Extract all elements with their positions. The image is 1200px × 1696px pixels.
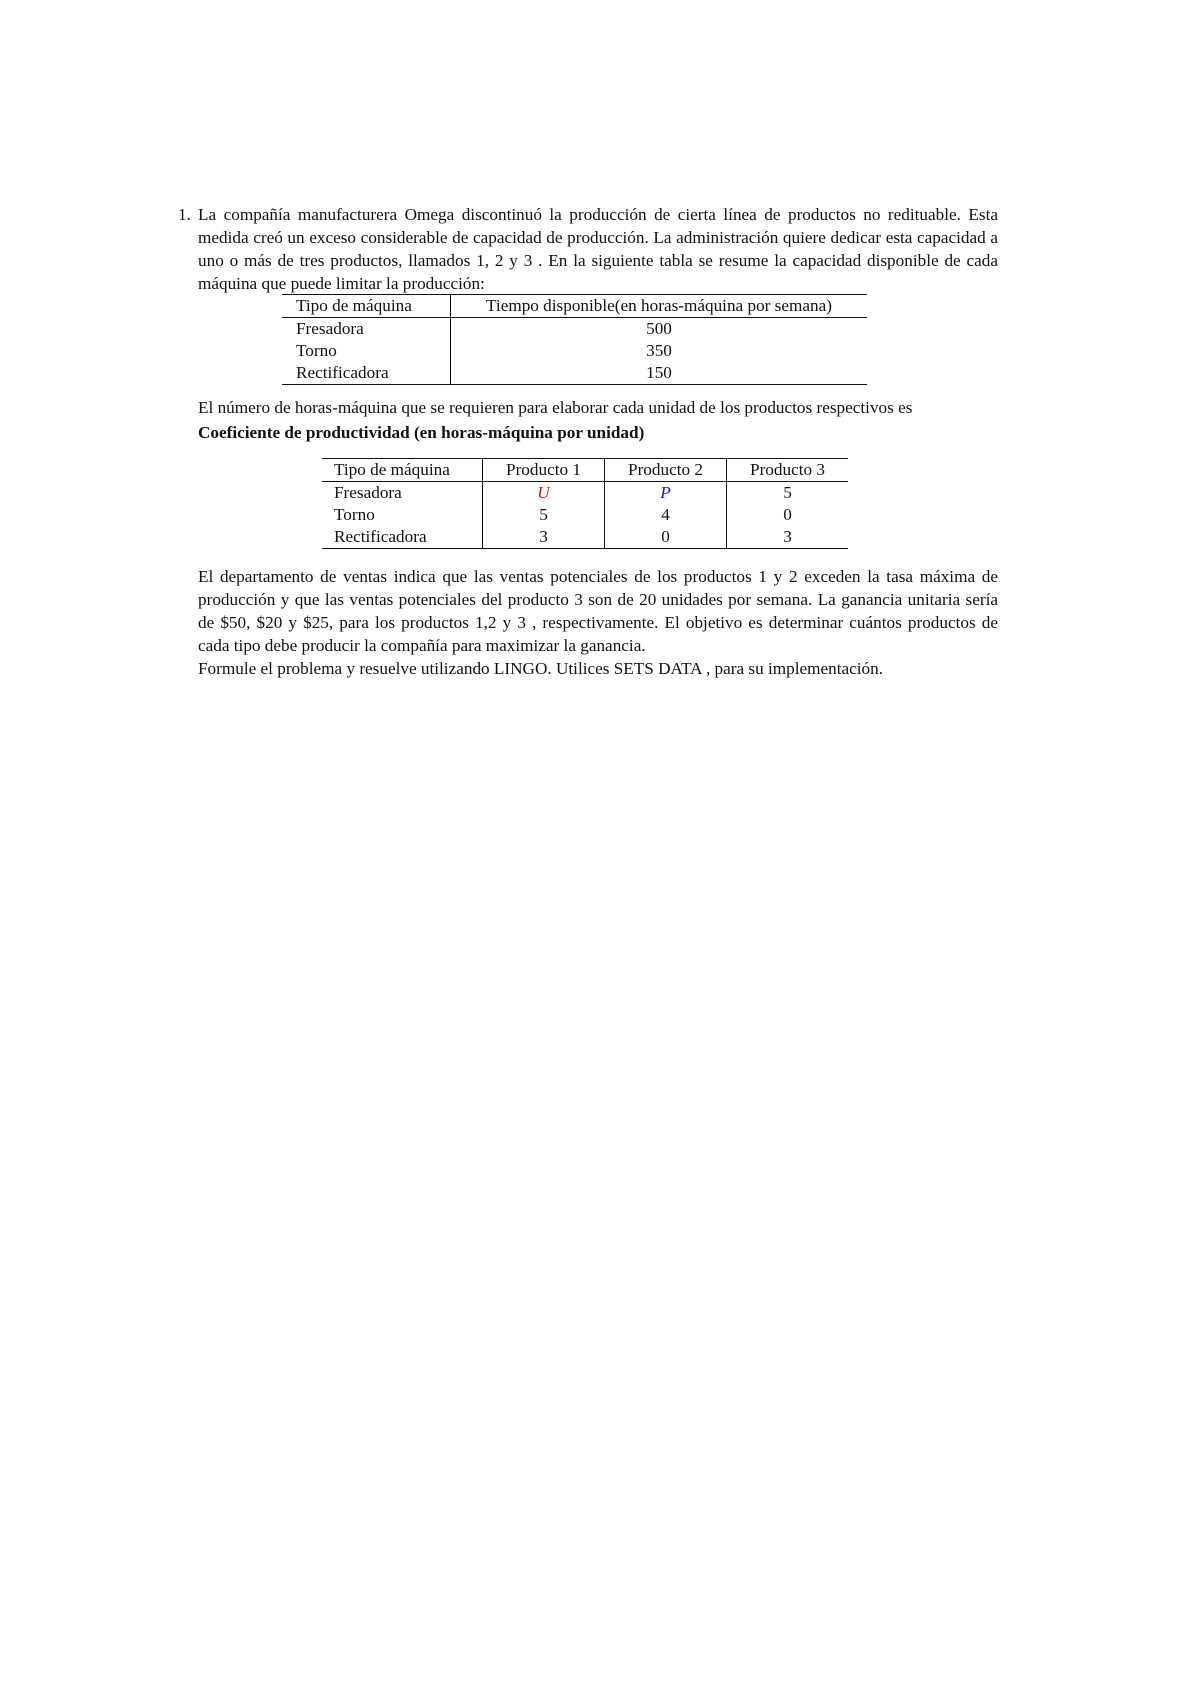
coef-value-cell: 4 (605, 504, 727, 526)
task-text: Formule el problema y resuelve utilizando LINGO. Utilices SETS DATA , para su implementación. (198, 659, 884, 678)
capacity-machine-cell: Fresadora (282, 318, 451, 341)
table-row (282, 362, 867, 385)
coef-machine-cell: Fresadora (322, 482, 483, 505)
coef-header-machine: Tipo de máquina (322, 459, 483, 482)
coefficient-table (322, 458, 848, 549)
capacity-machine-cell: Torno (282, 340, 451, 362)
table-row (322, 526, 848, 549)
capacity-header-time: Tiempo disponible(en horas-máquina por semana) (486, 296, 832, 315)
coef-header-product-2: Producto 2 (605, 459, 727, 482)
problem-intro: La compañía manufacturera Omega discontinuó la producción de cierta línea de productos no redituable. Esta medida creó un exceso considerable de capacidad de producción. La administración quiere dedicar esta capacidad a uno o más de tres productos, llamados 1, 2 y 3 . En la siguiente tabla se resume la capacidad disponible de cada máquina que puede limitar la producción: (198, 205, 998, 293)
coefficient-table-header (322, 459, 848, 482)
capacity-header-machine: Tipo de máquina (282, 295, 451, 318)
coef-value-cell: 0 (605, 526, 727, 549)
hours-text: El número de horas-máquina que se requieren para elaborar cada unidad de los productos respectivos es (198, 398, 913, 417)
problem-1 (178, 203, 998, 680)
coef-header-product-3: Producto 3 (750, 460, 825, 479)
sales-text: El departamento de ventas indica que las ventas potenciales de los productos 1 y 2 exceden la tasa máxima de producción y que las ventas potenciales del producto 3 son de 20 unidades por semana. La ganancia unitaria sería de $50, $20 y $25, para los productos 1,2 y 3 , respectivamente. El objetivo es determinar cuántos productos de cada tipo debe producir la compañía para maximizar la ganancia. (198, 567, 998, 655)
coef-variable-p: P (605, 482, 727, 505)
capacity-value-cell: 150 (646, 363, 672, 382)
coef-machine-cell: Torno (322, 504, 483, 526)
table-row (282, 318, 867, 341)
coef-machine-cell: Rectificadora (322, 526, 483, 549)
capacity-table (282, 294, 867, 385)
coef-variable-u: U (483, 482, 605, 505)
capacity-value-cell: 500 (646, 319, 672, 338)
coef-header-product-1: Producto 1 (483, 459, 605, 482)
problem-number: 1. (178, 205, 191, 224)
capacity-value-cell: 350 (646, 341, 672, 360)
coef-value-cell: 0 (783, 505, 792, 524)
coef-value-cell: 5 (483, 504, 605, 526)
capacity-machine-cell: Rectificadora (282, 362, 451, 385)
capacity-table-header (282, 295, 867, 318)
table-row (322, 482, 848, 505)
coef-value-cell: 5 (783, 483, 792, 502)
coefficient-title: Coeficiente de productividad (en horas-máquina por unidad) (198, 423, 645, 442)
table-row (322, 504, 848, 526)
coef-value-cell: 3 (483, 526, 605, 549)
coef-value-cell: 3 (783, 527, 792, 546)
table-row (282, 340, 867, 362)
